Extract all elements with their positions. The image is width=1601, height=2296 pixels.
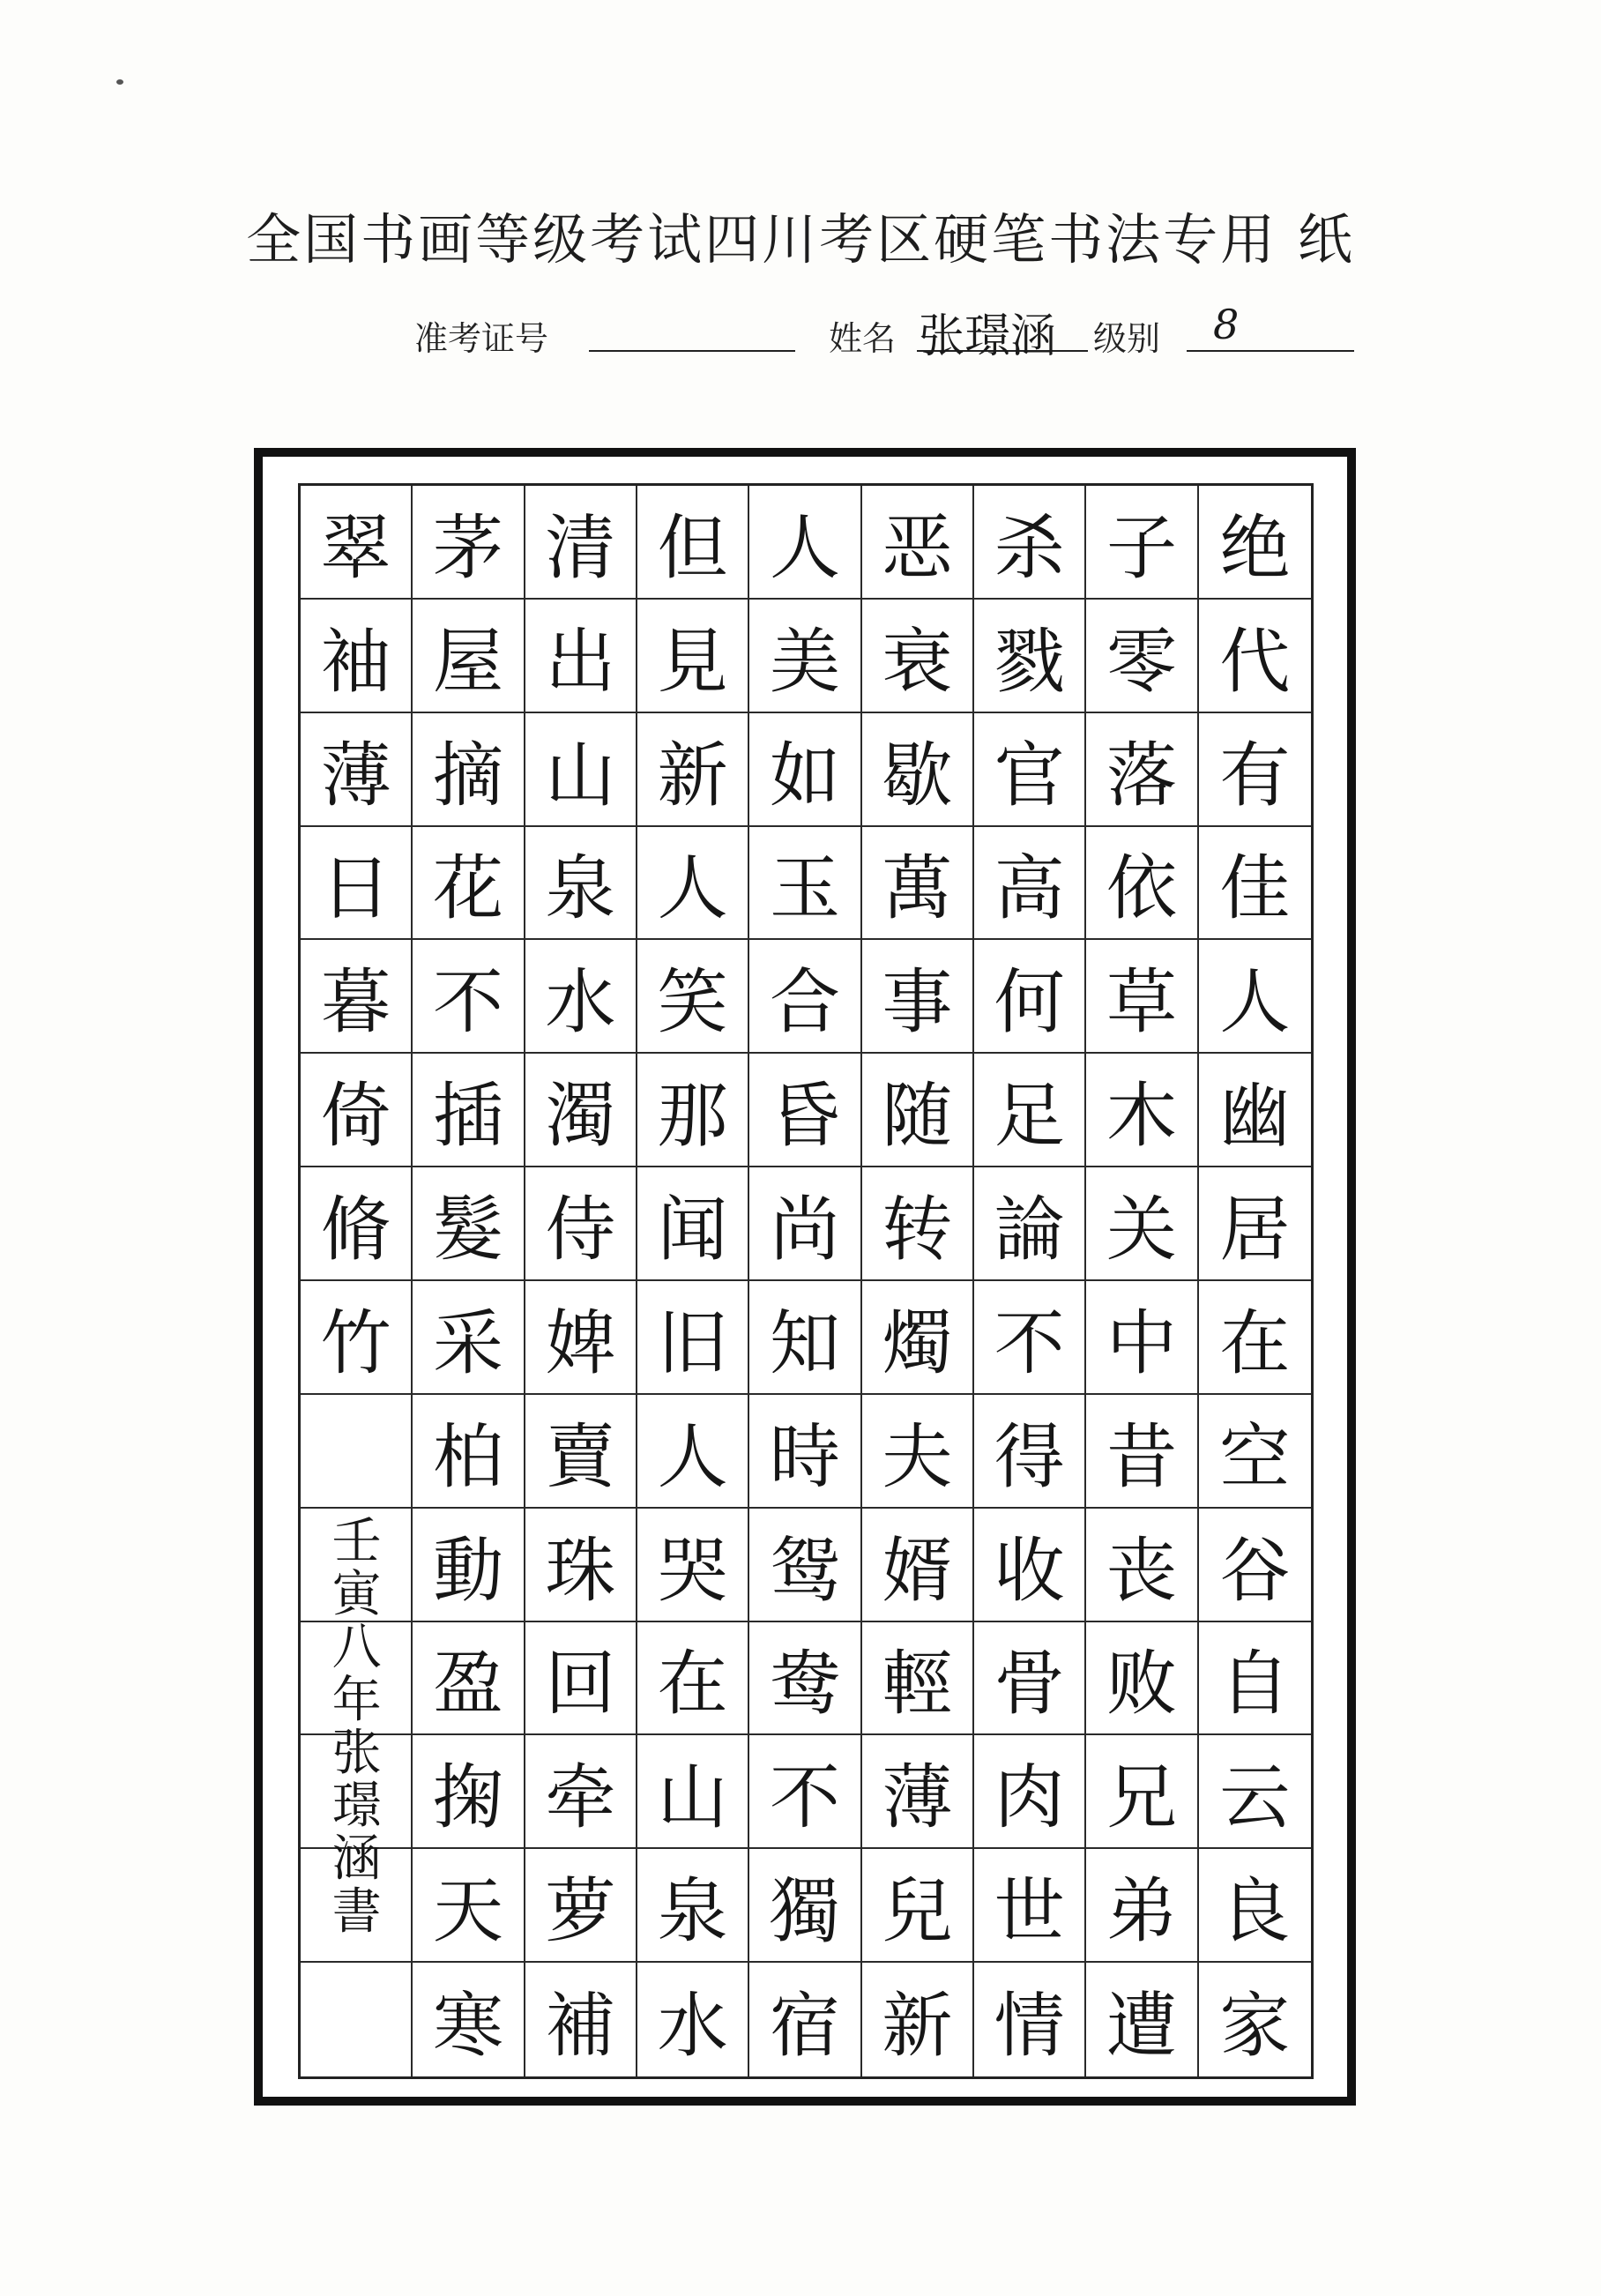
grid-cell: 兒	[862, 1849, 974, 1963]
grid-cell: 收	[974, 1509, 1086, 1622]
character-grid	[301, 486, 1311, 2076]
grid-cell: 侍	[525, 1167, 637, 1281]
grid-cell: 代	[1199, 600, 1311, 713]
grid-cell: 鸯	[749, 1622, 861, 1736]
grid-cell: 歇	[862, 713, 974, 827]
level-label: 级别	[1093, 319, 1161, 358]
grid-cell: 不	[749, 1735, 861, 1849]
grid-cell: 木	[1086, 1054, 1198, 1167]
signature-glyph: 壬	[331, 1512, 382, 1570]
grid-cell: 輕	[862, 1622, 974, 1736]
grid-cell: 暮	[301, 940, 413, 1054]
grid-cell: 空	[1199, 1395, 1311, 1509]
grid-cell: 笑	[637, 940, 749, 1054]
grid-cell: 婢	[525, 1281, 637, 1395]
grid-cell: 水	[637, 1963, 749, 2076]
grid-cell: 戮	[974, 600, 1086, 713]
grid-cell: 見	[637, 600, 749, 713]
grid-cell: 那	[637, 1054, 749, 1167]
grid-cell: 依	[1086, 827, 1198, 941]
candidate-info-row	[0, 301, 1601, 363]
grid-cell: 恶	[862, 486, 974, 600]
grid-cell: 转	[862, 1167, 974, 1281]
grid-cell: 昏	[749, 1054, 861, 1167]
name-value: 张璟涵	[919, 310, 1057, 363]
grid-cell: 水	[525, 940, 637, 1054]
grid-cell: 知	[749, 1281, 861, 1395]
grid-cell: 幽	[1199, 1054, 1311, 1167]
grid-cell: 萬	[862, 827, 974, 941]
grid-cell: 泉	[637, 1849, 749, 1963]
grid-cell: 山	[637, 1735, 749, 1849]
grid-cell: 昔	[1086, 1395, 1198, 1509]
grid-cell: 合	[749, 940, 861, 1054]
grid-cell: 随	[862, 1054, 974, 1167]
grid-cell: 宿	[749, 1963, 861, 2076]
grid-cell: 人	[749, 486, 861, 600]
grid-cell: 败	[1086, 1622, 1198, 1736]
grid-cell: 零	[1086, 600, 1198, 713]
level-field[interactable]	[1187, 301, 1354, 352]
grid-cell: 落	[1086, 713, 1198, 827]
grid-cell: 良	[1199, 1849, 1311, 1963]
grid-cell	[301, 1963, 413, 2076]
exam-id-field[interactable]	[589, 304, 795, 352]
grid-cell: 時	[749, 1395, 861, 1509]
grid-cell: 谷	[1199, 1509, 1311, 1622]
grid-cell: 翠	[301, 486, 413, 600]
name-field[interactable]	[917, 304, 1088, 363]
grid-cell: 闻	[637, 1167, 749, 1281]
exam-id-label: 准考证号	[414, 319, 549, 358]
grid-cell: 旧	[637, 1281, 749, 1395]
signature-glyph: 张	[331, 1724, 382, 1782]
grid-cell: 新	[637, 713, 749, 827]
grid-cell: 情	[974, 1963, 1086, 2076]
name-label: 姓名	[829, 319, 897, 358]
grid-cell: 家	[1219, 1985, 1291, 2068]
grid-cell	[301, 1395, 413, 1509]
grid-cell: 人	[637, 827, 749, 941]
grid-cell: 世	[974, 1849, 1086, 1963]
grid-cell: 弟	[1086, 1849, 1198, 1963]
grid-cell: 事	[862, 940, 974, 1054]
signature-glyph: 年	[331, 1671, 382, 1729]
grid-cell: 骨	[974, 1622, 1086, 1736]
grid-cell: 采	[413, 1281, 525, 1395]
grid-cell: 人	[637, 1395, 749, 1509]
signature-inscription	[301, 1512, 413, 1956]
grid-cell: 鸳	[749, 1509, 861, 1622]
grid-cell: 賣	[525, 1395, 637, 1509]
grid-cell: 人	[1199, 940, 1311, 1054]
grid-cell: 萝	[525, 1849, 637, 1963]
writing-sheet	[254, 448, 1356, 2106]
grid-cell: 論	[974, 1167, 1086, 1281]
grid-cell: 清	[525, 486, 637, 600]
grid-cell: 哭	[637, 1509, 749, 1622]
grid-cell: 绝	[1199, 486, 1311, 600]
grid-cell: 不	[413, 940, 525, 1054]
grid-cell: 竹	[301, 1281, 413, 1395]
grid-cell: 天	[413, 1849, 525, 1963]
grid-cell: 衰	[862, 600, 974, 713]
grid-cell: 新	[862, 1963, 974, 2076]
grid-cell: 子	[1086, 486, 1198, 600]
grid-cell: 丧	[1086, 1509, 1198, 1622]
signature-glyph: 寅	[331, 1565, 382, 1623]
grid-cell: 茅	[413, 486, 525, 600]
grid-cell: 珠	[525, 1509, 637, 1622]
grid-cell: 自	[1199, 1622, 1311, 1736]
grid-cell: 高	[974, 827, 1086, 941]
grid-cell: 屋	[413, 600, 525, 713]
signature-glyph: 八	[331, 1618, 382, 1676]
grid-cell: 倚	[301, 1054, 413, 1167]
grid-cell: 关	[1086, 1167, 1198, 1281]
grid-cell: 花	[413, 827, 525, 941]
grid-cell: 脩	[301, 1167, 413, 1281]
grid-cell: 山	[525, 713, 637, 827]
grid-cell: 盈	[413, 1622, 525, 1736]
signature-glyph: 涵	[331, 1830, 382, 1888]
grid-cell: 柏	[413, 1395, 525, 1509]
grid-cell: 中	[1086, 1281, 1198, 1395]
grid-cell: 動	[413, 1509, 525, 1622]
grid-cell: 佳	[1199, 827, 1311, 941]
grid-cell: 泉	[525, 827, 637, 941]
grid-cell: 居	[1199, 1167, 1311, 1281]
grid-cell: 草	[1086, 940, 1198, 1054]
grid-cell: 云	[1199, 1735, 1311, 1849]
grid-cell: 遭	[1086, 1963, 1198, 2076]
grid-cell: 在	[1199, 1281, 1311, 1395]
grid-cell: 插	[413, 1054, 525, 1167]
grid-cell: 袖	[301, 600, 413, 713]
grid-cell: 但	[637, 486, 749, 600]
ink-speck	[116, 79, 123, 85]
grid-cell: 寒	[413, 1963, 525, 2076]
grid-cell: 獨	[749, 1849, 861, 1963]
page-title: 全国书画等级考试四川考区硬笔书法专用 纸	[246, 207, 1355, 272]
grid-cell: 牵	[525, 1735, 637, 1849]
character-grid-frame	[298, 483, 1314, 2079]
grid-cell: 婿	[862, 1509, 974, 1622]
grid-cell: 杀	[974, 486, 1086, 600]
grid-cell: 出	[525, 600, 637, 713]
grid-cell: 回	[525, 1622, 637, 1736]
grid-cell: 尚	[749, 1167, 861, 1281]
level-value: 8	[1213, 301, 1240, 348]
grid-cell: 何	[974, 940, 1086, 1054]
grid-cell: 補	[525, 1963, 637, 2076]
grid-cell: 玉	[749, 827, 861, 941]
grid-cell: 日	[301, 827, 413, 941]
grid-cell: 在	[637, 1622, 749, 1736]
grid-cell: 兄	[1086, 1735, 1198, 1849]
grid-cell: 燭	[862, 1281, 974, 1395]
signature-glyph: 書	[331, 1882, 382, 1941]
grid-cell: 掬	[413, 1735, 525, 1849]
grid-cell: 官	[974, 713, 1086, 827]
grid-cell: 如	[749, 713, 861, 827]
signature-glyph: 璟	[331, 1777, 382, 1835]
grid-cell: 摘	[413, 713, 525, 827]
grid-cell: 美	[749, 600, 861, 713]
grid-cell: 薄	[301, 713, 413, 827]
grid-cell: 不	[974, 1281, 1086, 1395]
grid-cell: 肉	[974, 1735, 1086, 1849]
grid-cell: 薄	[862, 1735, 974, 1849]
grid-cell: 有	[1199, 713, 1311, 827]
grid-cell: 得	[974, 1395, 1086, 1509]
grid-cell: 夫	[862, 1395, 974, 1509]
grid-cell: 髮	[413, 1167, 525, 1281]
grid-cell: 足	[974, 1054, 1086, 1167]
grid-cell: 濁	[525, 1054, 637, 1167]
